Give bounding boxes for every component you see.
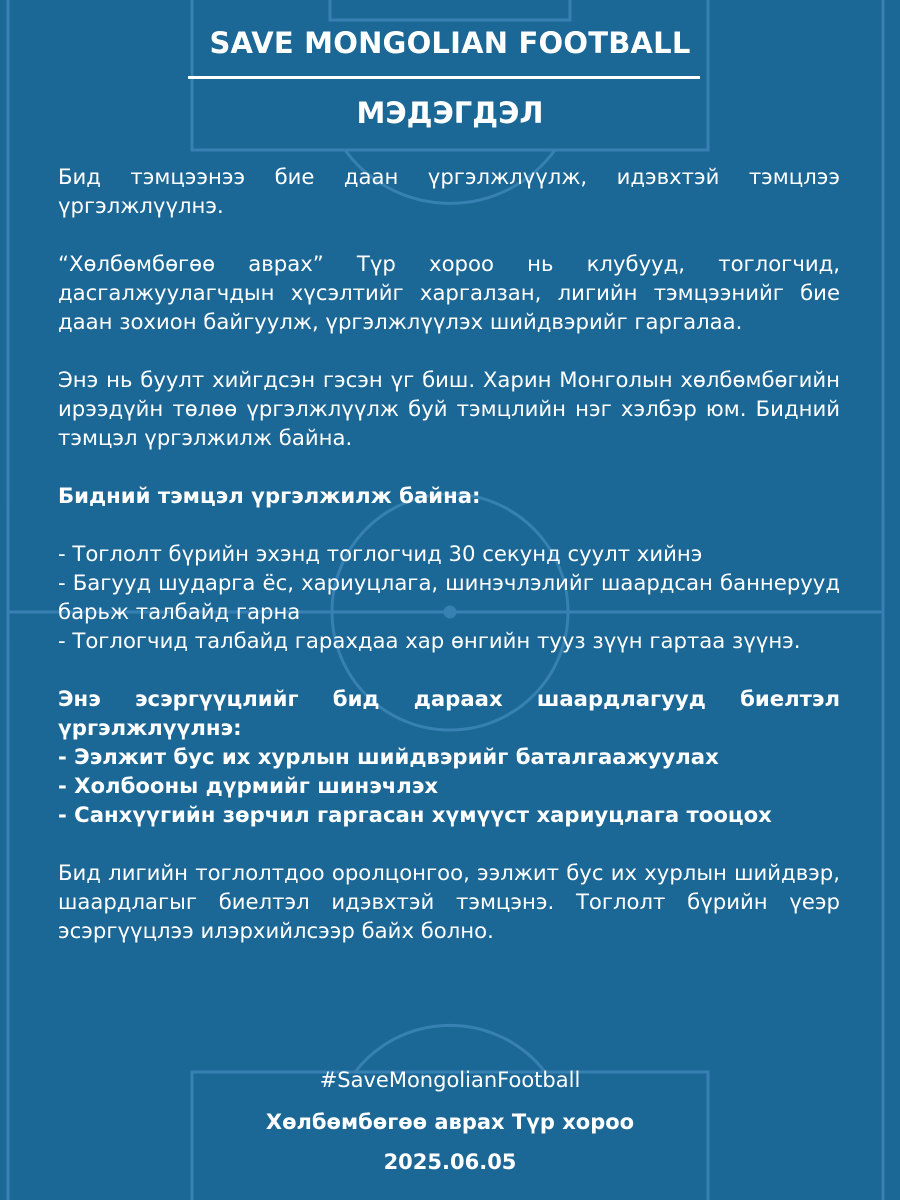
list-item: - Холбооны дүрмийг шинэчлэх (58, 773, 439, 798)
page-subtitle: МЭДЭГДЭЛ (356, 96, 544, 130)
paragraph-2: “Хөлбөмбөгөө аврах” Түр хороо нь клубууд, тоглогчид, дасгалжуулагчдын хүсэлтийг харгалзан, лигийн тэмцээнийг бие даан зохион байгуулж, үргэлжлүүлэх шийдвэрийг гаргалаа. (58, 251, 840, 334)
list-item: - Ээлжит бус их хурлын шийдвэрийг баталгаажуулах (58, 744, 719, 769)
announcement-body (58, 162, 840, 945)
actions-list (58, 539, 840, 655)
bottom-penalty-arc (355, 1025, 545, 1072)
list-item: - Багууд шударга ёс, хариуцлага, шинэчлэлийг шаардсан баннерууд барьж талбайд гарна (58, 570, 840, 624)
hashtag: #SaveMongolianFootball (319, 1068, 581, 1092)
actions-heading: Бидний тэмцэл үргэлжилж байна: (58, 483, 481, 508)
paragraph-1: Бид тэмцээнээ бие даан үргэлжлүүлж, идэвхтэй тэмцлээ үргэлжлүүлнэ. (58, 164, 840, 218)
demands-intro: Энэ эсэргүүцлийг бид дараах шаардлагууд биелтэл үргэлжлүүлнэ: (58, 686, 840, 740)
top-goal-area (330, 0, 570, 20)
signature: Хөлбөмбөгөө аврах Түр хороо (265, 1110, 635, 1134)
closing-paragraph: Бид лигийн тоглолтдоо оролцонгоо, ээлжит бус их хурлын шийдвэр, шаардлагыг биелтэл идэвхтэй тэмцэнэ. Тоглолт бүрийн үеэр эсэргүүцлээ илэрхийлсээр байх болно. (58, 860, 840, 943)
list-item: - Тоглогчид талбайд гарахдаа хар өнгийн тууз зүүн гартаа зүүнэ. (58, 628, 801, 653)
date: 2025.06.05 (383, 1150, 517, 1174)
demands-list (58, 742, 840, 829)
list-item: - Санхүүгийн зөрчил гаргасан хүмүүст хариуцлага тооцох (58, 802, 772, 827)
list-item: - Тоглолт бүрийн эхэнд тоглогчид 30 секунд суулт хийнэ (58, 541, 703, 566)
page-title: SAVE MONGOLIAN FOOTBALL (209, 26, 691, 60)
paragraph-3: Энэ нь буулт хийгдсэн гэсэн үг биш. Харин Монголын хөлбөмбөгийн ирээдүйн төлөө үргэлжлүүлж буй тэмцлийн нэг хэлбэр юм. Бидний тэмцэл үргэлжилж байна. (58, 367, 840, 450)
title-divider (188, 76, 700, 79)
